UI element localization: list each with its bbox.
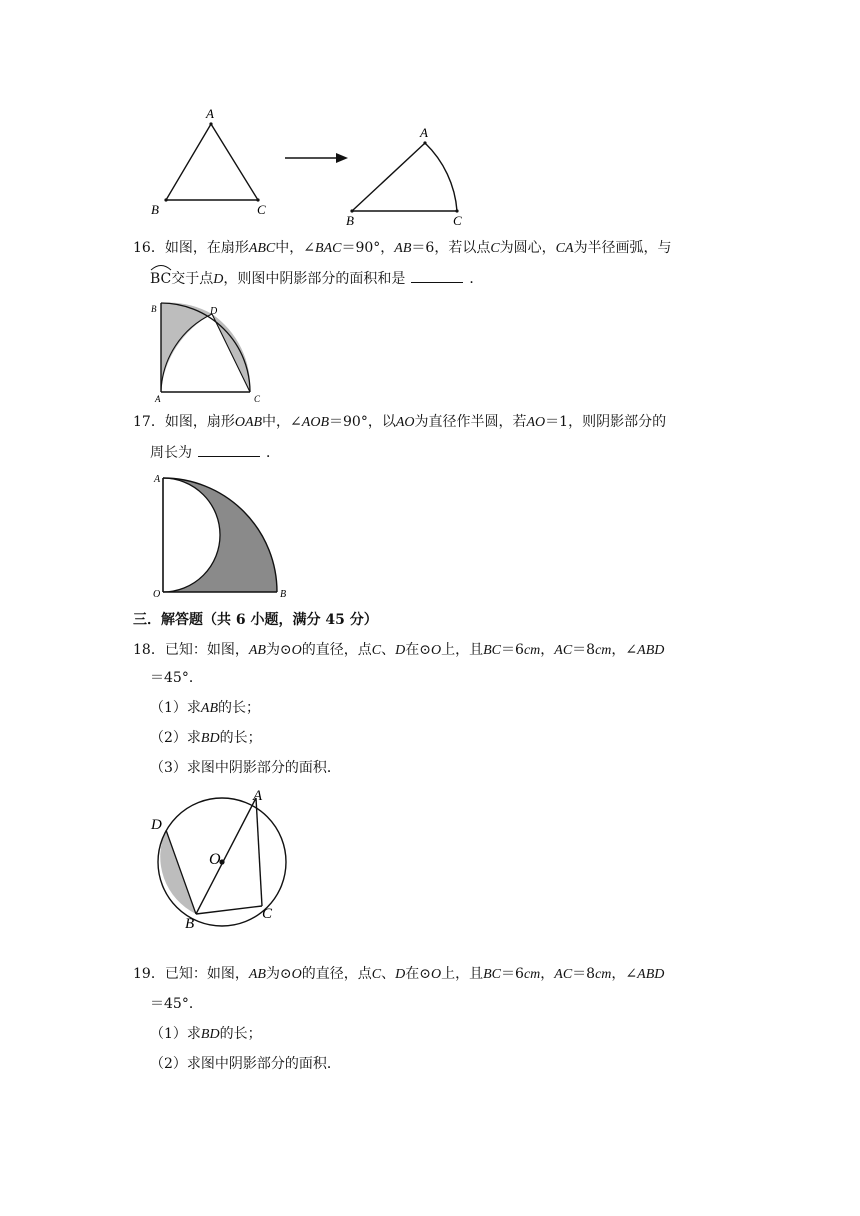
q18-bc: BC: [483, 643, 502, 658]
q18-o: O: [291, 643, 302, 658]
q16-text: 为圆心，: [499, 240, 556, 256]
q16-text: 如图，在扇形: [164, 240, 249, 256]
q16-bac: BAC: [315, 241, 342, 256]
q18-text: ，: [540, 642, 555, 658]
q16-fig-label-a: A: [155, 394, 161, 404]
q16-text: 中，∠: [275, 240, 316, 256]
q18-o2: O: [431, 643, 442, 658]
q18-text: 上，且: [441, 642, 484, 658]
q19-c: C: [371, 967, 382, 982]
q19-text: ＝8: [572, 966, 596, 982]
q17-text: ＝90°，以: [329, 414, 396, 430]
q19-ac: AC: [554, 967, 573, 982]
q18-part3: （3）求图中阴影部分的面积．: [150, 760, 341, 776]
q19-part2: （2）求图中阴影部分的面积．: [150, 1056, 341, 1072]
q19-p1-bd: BD: [200, 1027, 220, 1042]
q18-p1-ab: AB: [200, 701, 219, 716]
q18-fig-label-a: A: [253, 788, 263, 804]
q16-text: ＝6，若以点: [411, 240, 491, 256]
q18-text: 的长；: [218, 700, 261, 716]
q19-part1: [150, 1024, 262, 1045]
q18-p2-bd: BD: [200, 731, 220, 746]
q18-text: ，∠: [611, 642, 638, 658]
q18-text: 、: [381, 642, 396, 658]
q17-text: 周长为: [150, 445, 192, 461]
q19-ab: AB: [248, 967, 266, 982]
q18-text: 在⊙: [405, 642, 431, 658]
q19-text: 的直径，点: [301, 966, 372, 982]
q19-text: ＝6: [501, 966, 524, 982]
q18-fig-label-b: B: [185, 916, 195, 932]
q19-text: ，: [540, 966, 555, 982]
q16-text: ，则图中阴影部分的面积和是: [223, 271, 406, 287]
q19-number: 19．: [133, 966, 165, 982]
q18-c: C: [371, 643, 382, 658]
q19-text: 在⊙: [405, 966, 431, 982]
q18-text: 为⊙: [265, 642, 292, 658]
q18-fig-label-c: C: [262, 906, 273, 922]
q17-text: ．: [266, 445, 280, 461]
q16-text: 为半径画弧，与: [573, 240, 672, 256]
sector-label-b: B: [346, 213, 354, 228]
q18-text: 已知：如图，: [164, 642, 249, 658]
q18-text: （1）求: [150, 700, 201, 716]
q17-fig-label-b: B: [280, 589, 287, 600]
q17-text: 中，∠: [262, 414, 302, 430]
q19-text: ，∠: [611, 966, 638, 982]
q18-text: ＝6: [501, 642, 524, 658]
q18-cm2: cm: [595, 643, 612, 658]
q18-text: （2）求: [150, 730, 201, 746]
q19-text: 已知：如图，: [164, 966, 249, 982]
q19-d: D: [395, 967, 406, 982]
q17-text: ＝1，则阴影部分的: [545, 414, 667, 430]
q16-d: D: [213, 272, 224, 287]
sector-label-c: C: [453, 213, 462, 228]
q19-text: 的长；: [219, 1026, 262, 1042]
q18-text: 的直径，点: [301, 642, 372, 658]
q17-fig-label-a: A: [154, 474, 161, 485]
q16-text: 交于点: [171, 271, 214, 287]
q18-line2: ＝45°．: [150, 670, 203, 686]
q16-fig-label-d: D: [210, 306, 218, 317]
q17-number: 17．: [133, 414, 165, 430]
q18-number: 18．: [133, 642, 165, 658]
triangle-label-c: C: [257, 202, 266, 217]
q16-fig-label-c: C: [254, 394, 261, 404]
q16-number: 16．: [133, 240, 165, 256]
q17-ao2: AO: [526, 415, 546, 430]
q19-line1: [133, 964, 664, 985]
sector-label-a: A: [420, 125, 428, 140]
q19-text: （1）求: [150, 1026, 201, 1042]
q16-abc: ABC: [248, 241, 276, 256]
q16-ca: CA: [555, 241, 574, 256]
q19-o: O: [291, 967, 302, 982]
q17-oab: OAB: [234, 415, 263, 430]
q16-c: C: [490, 241, 500, 256]
q17-fig-label-o: O: [153, 589, 161, 600]
q16-ab: AB: [394, 241, 412, 256]
q18-abd: ABD: [637, 643, 665, 658]
q18-d: D: [395, 643, 406, 658]
q18-text: 的长；: [219, 730, 262, 746]
section-3-title: 三．解答题（共 6 小题，满分 45 分）: [133, 612, 378, 628]
q17-text: 如图，扇形: [164, 414, 235, 430]
q18-ac: AC: [554, 643, 573, 658]
q19-bc: BC: [483, 967, 502, 982]
q19-text: 为⊙: [265, 966, 292, 982]
q18-text: ＝8: [572, 642, 596, 658]
q19-line2: ＝45°．: [150, 996, 203, 1012]
q18-fig-label-o: O: [209, 851, 221, 868]
triangle-label-a: A: [206, 106, 214, 121]
q19-o2: O: [431, 967, 442, 982]
q16-text: ．: [469, 271, 484, 287]
q16-text: ＝90°，: [341, 240, 395, 256]
q17-aob: AOB: [301, 415, 329, 430]
q19-abd: ABD: [637, 967, 665, 982]
q19-cm1: cm: [523, 967, 541, 982]
q19-text: 上，且: [441, 966, 484, 982]
q16-arc-label: BC: [150, 271, 172, 287]
q18-ab: AB: [248, 643, 266, 658]
q17-ao: AO: [395, 415, 415, 430]
q17-text: 为直径作半圆，若: [414, 414, 527, 430]
triangle-label-b: B: [151, 202, 159, 217]
q19-cm2: cm: [595, 967, 612, 982]
q18-fig-label-d: D: [151, 817, 162, 833]
q18-cm1: cm: [523, 643, 541, 658]
q16-fig-label-b: B: [151, 304, 157, 314]
q19-text: 、: [381, 966, 396, 982]
